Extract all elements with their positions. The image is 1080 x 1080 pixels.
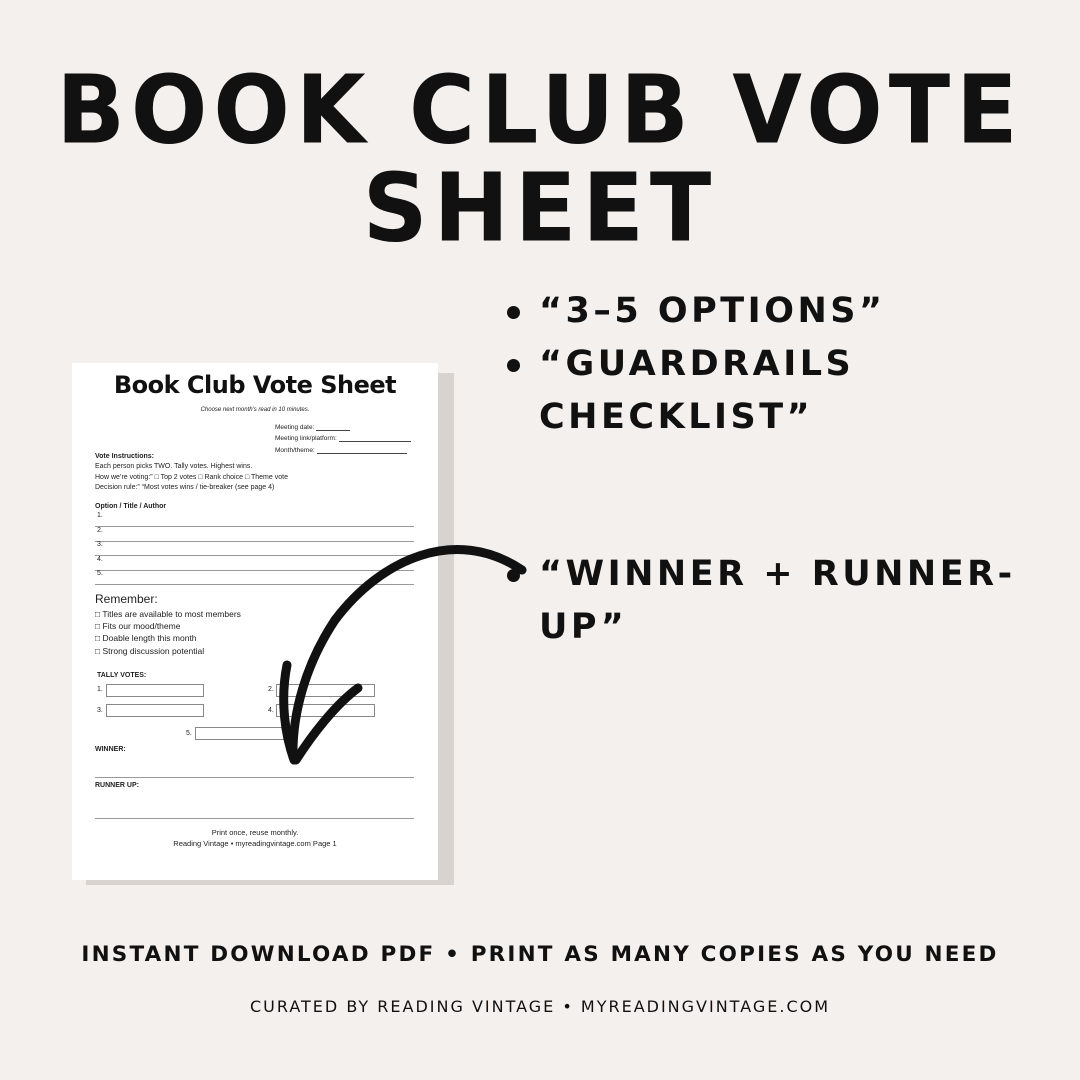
option-row: 5. — [95, 570, 414, 585]
title-line-1: BOOK CLUB VOTE — [56, 55, 1024, 166]
month-theme-row — [275, 447, 407, 454]
meeting-link-row — [275, 435, 411, 442]
instructions-line-3: Decision rule:” “Most votes wins / tie-breaker (see page 4) — [95, 484, 275, 491]
sheet-footer-note: Print once, reuse monthly. — [211, 828, 299, 837]
meeting-link-line — [339, 441, 411, 442]
tally-number: 3. — [97, 707, 103, 714]
tally-number: 1. — [97, 686, 103, 693]
tally-heading: TALLY VOTES: — [97, 672, 147, 679]
sheet-title: Book Club Vote Sheet — [113, 371, 397, 399]
title-line-2: SHEET — [362, 153, 718, 264]
tally-box — [276, 684, 375, 697]
footer-tagline: INSTANT DOWNLOAD PDF • PRINT AS MANY COPIES AS YOU NEED — [81, 942, 999, 967]
checklist-item: □ Fits our mood/theme — [95, 621, 181, 631]
instructions-line-2: How we’re voting:” □ Top 2 votes □ Rank choice □ Theme vote — [95, 474, 288, 481]
feature-list — [505, 285, 1045, 444]
feature-item-options: “3–5 OPTIONS” — [505, 285, 1045, 338]
checklist-item: □ Strong discussion potential — [95, 646, 205, 656]
options-heading: Option / Title / Author — [95, 503, 167, 510]
meeting-date-line — [316, 430, 350, 431]
checklist-item: □ Titles are available to most members — [95, 609, 241, 619]
tally-box — [276, 704, 375, 717]
remember-heading: Remember: — [95, 592, 158, 606]
tally-box — [106, 684, 204, 697]
option-row: 4. — [95, 556, 414, 571]
instructions-heading: Vote Instructions: — [95, 453, 154, 460]
sheet-subtitle: Choose next month's read in 10 minutes. — [200, 407, 310, 413]
winner-line — [95, 777, 414, 778]
tally-box — [106, 704, 204, 717]
runner-up-line — [95, 818, 414, 819]
tally-box — [195, 727, 293, 740]
meeting-date-label: Meeting date: — [275, 424, 315, 431]
instructions-line-1: Each person picks TWO. Tally votes. Highest wins. — [95, 463, 253, 470]
option-row: 3. — [95, 541, 414, 556]
month-theme-line — [317, 453, 407, 454]
option-row: 1. — [95, 512, 414, 527]
page-title — [0, 55, 1080, 264]
meeting-link-label: Meeting link/platform: — [275, 435, 337, 442]
month-theme-label: Month/theme: — [275, 447, 315, 454]
feature-list-2 — [505, 548, 1045, 654]
sheet-footer-credit: Reading Vintage • myreadingvintage.com Page 1 — [173, 839, 337, 848]
footer-credit: CURATED BY READING VINTAGE • MYREADINGVINTAGE.COM — [249, 997, 831, 1016]
feature-item-guardrails: “GUARDRAILS CHECKLIST” — [505, 338, 1045, 444]
checklist-item: □ Doable length this month — [95, 633, 197, 643]
runner-up-label: RUNNER UP: — [95, 782, 139, 789]
winner-label: WINNER: — [95, 746, 126, 753]
option-row: 2. — [95, 527, 414, 542]
tally-number: 4. — [268, 707, 274, 714]
tally-number: 5. — [186, 730, 192, 737]
feature-item-winner: “WINNER + RUNNER-UP” — [505, 548, 1045, 654]
meeting-date-row — [275, 424, 350, 431]
vote-sheet-preview — [72, 363, 438, 880]
tally-number: 2. — [268, 686, 274, 693]
